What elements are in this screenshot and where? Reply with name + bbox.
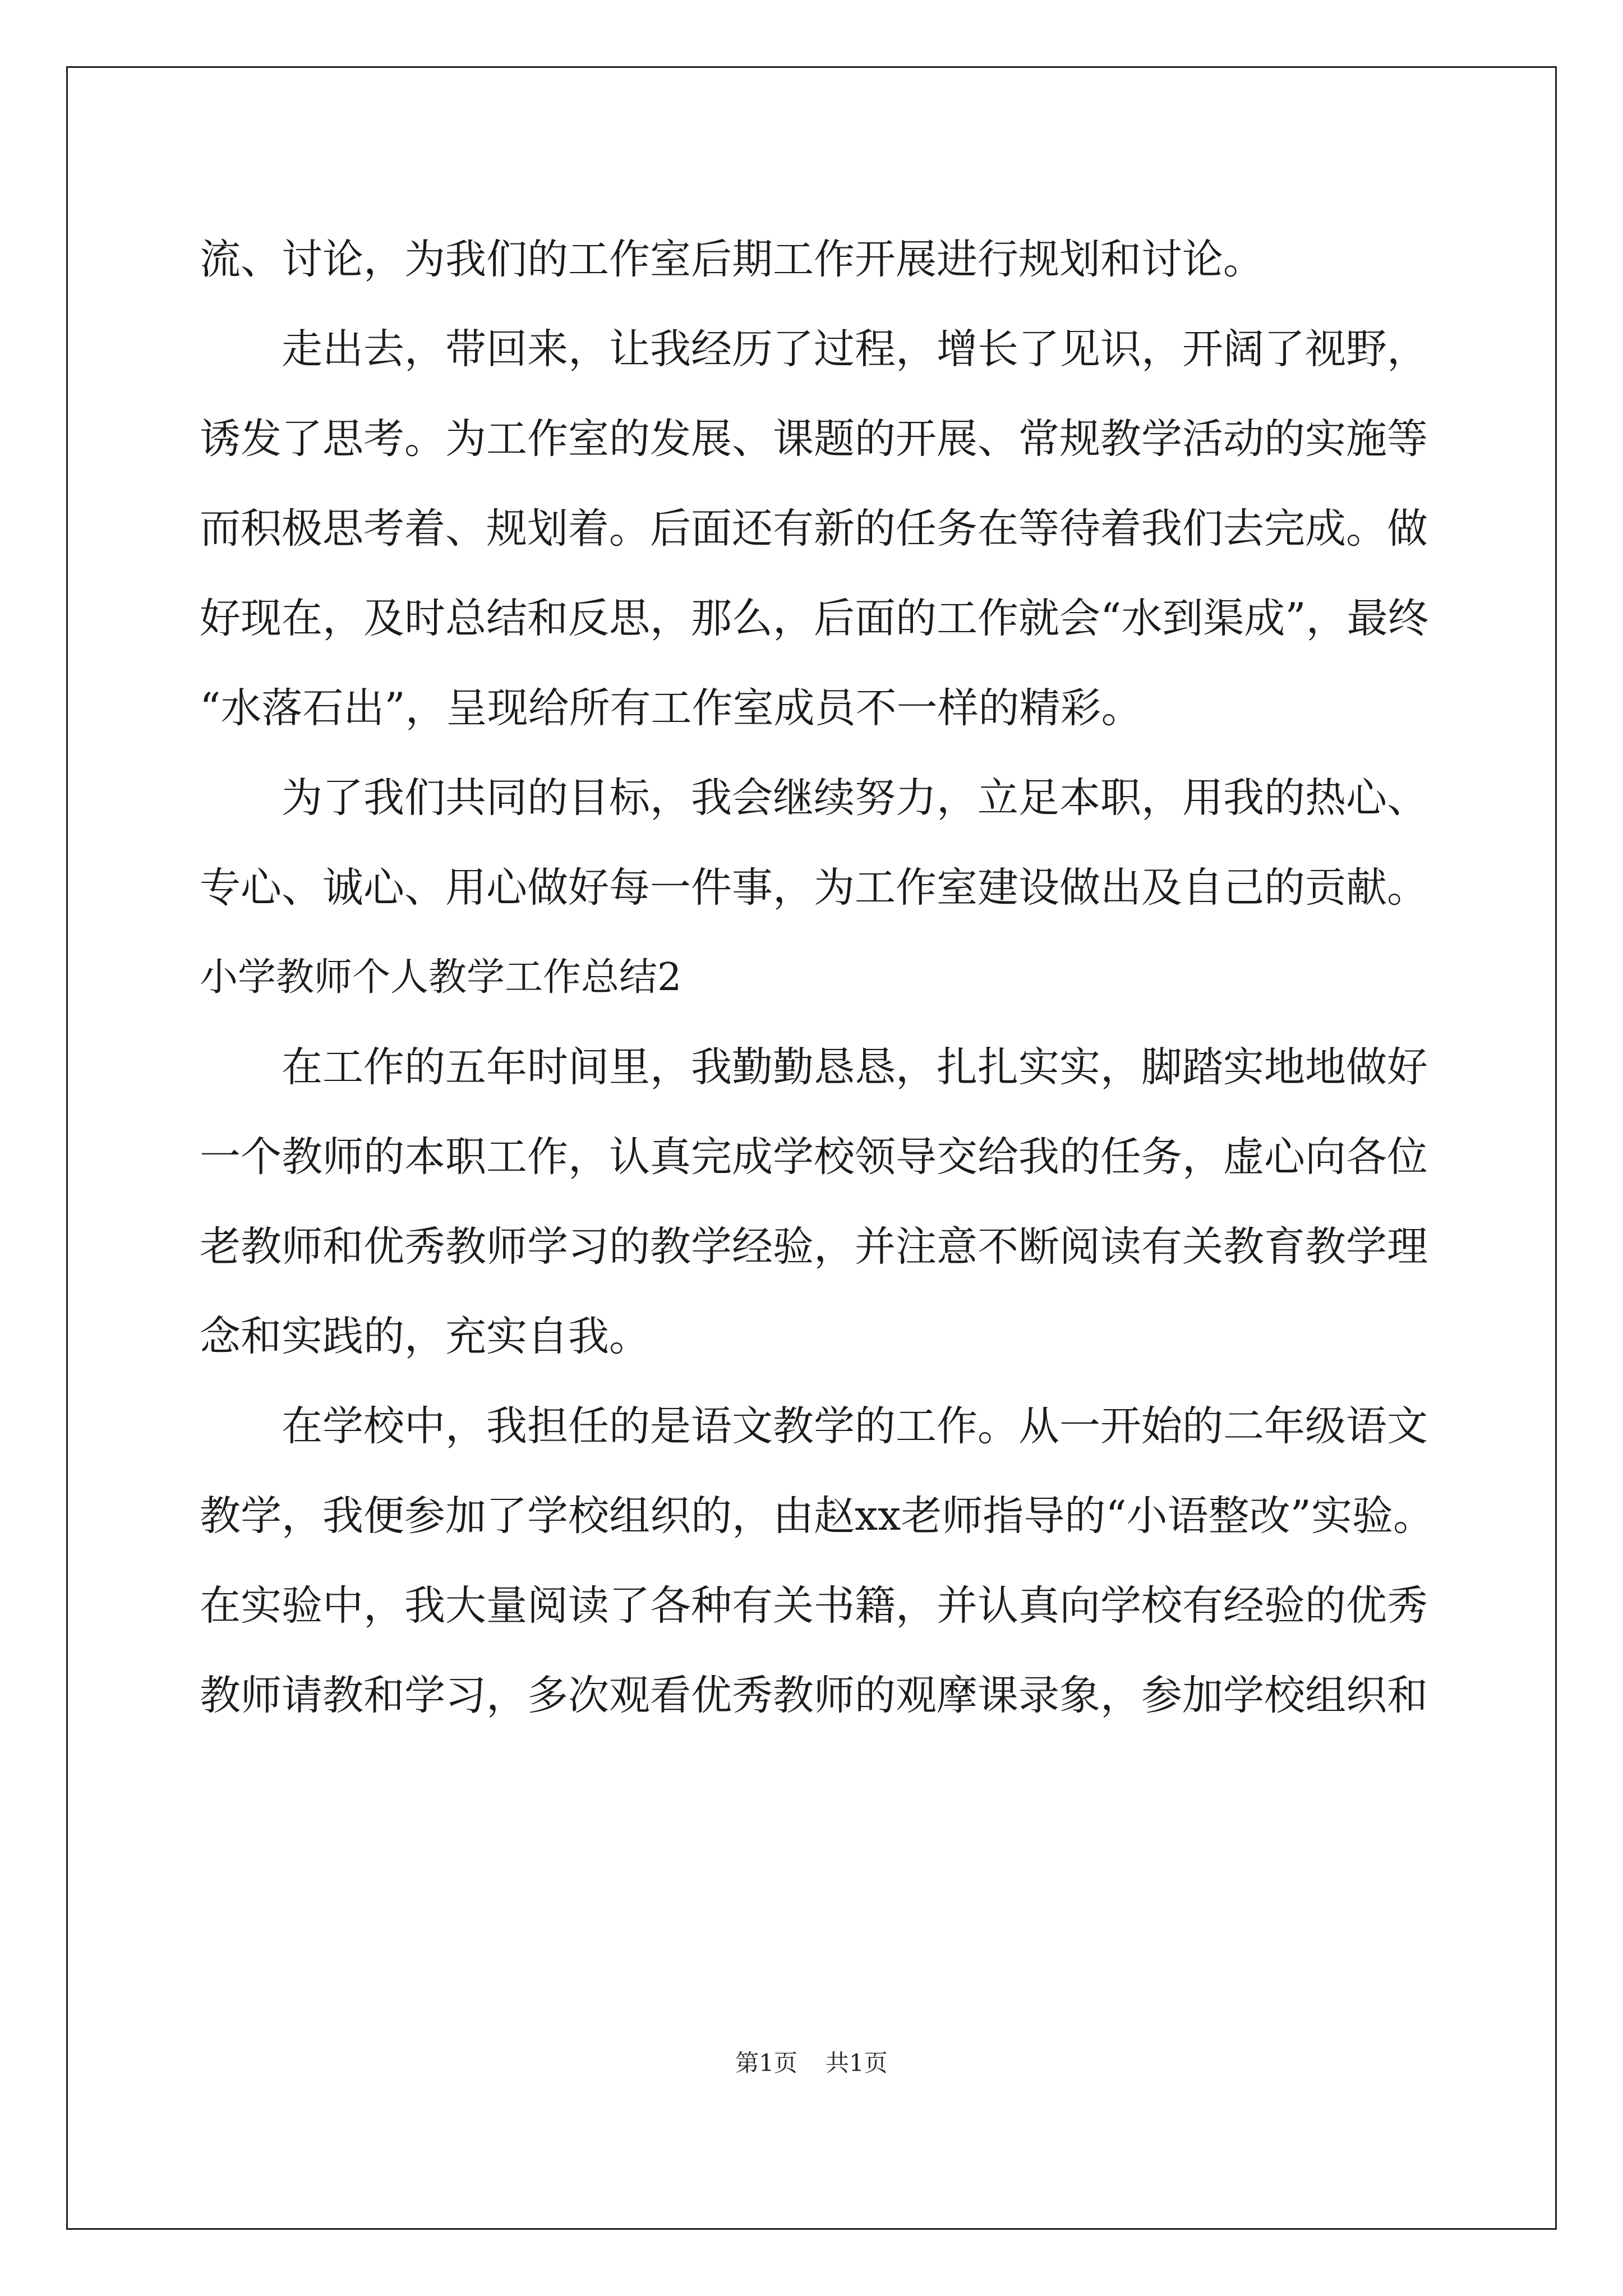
text-line: 老教师和优秀教师学习的教学经验，并注意不断阅读有关教育教学理 — [200, 1223, 1428, 1271]
text-line: 教学，我便参加了学校组织的，由赵xx老师指导的“小语整改”实验。 — [200, 1492, 1434, 1540]
text-line: 一个教师的本职工作，认真完成学校领导交给我的任务，虚心向各位 — [200, 1133, 1428, 1181]
text-line: 诱发了思考。为工作室的发展、课题的开展、常规教学活动的实施等 — [200, 415, 1428, 463]
page-footer — [0, 2046, 1623, 2080]
paragraph-start-line: 走出去，带回来，让我经历了过程，增长了见识，开阔了视野， — [282, 325, 1428, 373]
text-line: 教师请教和学习，多次观看优秀教师的观摩课录象，参加学校组织和 — [200, 1672, 1428, 1719]
document-body — [200, 215, 1434, 1741]
text-line: 在实验中，我大量阅读了各种有关书籍，并认真向学校有经验的优秀 — [200, 1582, 1428, 1630]
page-number: 第1页 — [735, 2049, 797, 2077]
section-heading: 小学教师个人教学工作总结2 — [200, 955, 682, 1000]
paragraph-start-line: 在学校中，我担任的是语文教学的工作。从一开始的二年级语文 — [282, 1402, 1428, 1450]
text-line: 念和实践的，充实自我。 — [200, 1313, 650, 1360]
paragraph-start-line: 在工作的五年时间里，我勤勤恳恳，扎扎实实，脚踏实地地做好 — [282, 1043, 1428, 1091]
text-line: 好现在，及时总结和反思，那么，后面的工作就会“水到渠成”，最终 — [200, 595, 1429, 642]
paragraph-start-line: 为了我们共同的目标，我会继续努力，立足本职，用我的热心、 — [282, 774, 1428, 822]
text-line: 而积极思考着、规划着。后面还有新的任务在等待着我们去完成。做 — [200, 505, 1428, 553]
text-line: 专心、诚心、用心做好每一件事，为工作室建设做出及自己的贡献。 — [200, 864, 1428, 912]
page-total: 共1页 — [826, 2049, 888, 2077]
text-line: “水落石出”，呈现给所有工作室成员不一样的精彩。 — [200, 684, 1142, 732]
text-line: 流、讨论，为我们的工作室后期工作开展进行规划和讨论。 — [200, 236, 1264, 283]
